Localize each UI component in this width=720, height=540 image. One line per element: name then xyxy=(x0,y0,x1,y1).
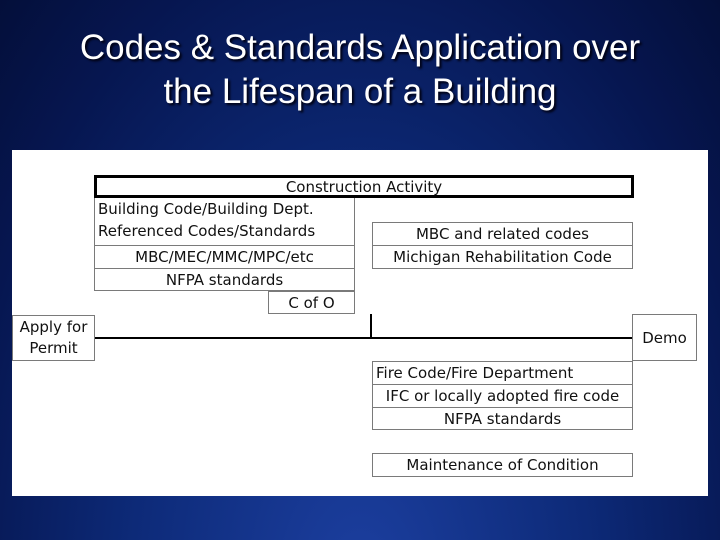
lifespan-diagram xyxy=(12,150,708,496)
maintenance-of-condition-box xyxy=(372,453,633,477)
slide-title-line-2: the Lifespan of a Building xyxy=(163,72,557,111)
apply-for-permit-box xyxy=(12,315,95,361)
building-code-box xyxy=(94,198,355,246)
timeline-line xyxy=(94,337,633,339)
demo-box xyxy=(632,314,697,361)
mbc-related-codes-box xyxy=(372,222,633,246)
slide-title xyxy=(0,26,720,114)
michigan-rehab-code-box xyxy=(372,245,633,269)
slide-title-line-1: Codes & Standards Application over xyxy=(79,28,641,67)
ifc-label: IFC or locally adopted fire code xyxy=(385,387,620,405)
michigan-rehab-code-label: Michigan Rehabilitation Code xyxy=(393,248,612,266)
mbc-mec-mmc-mpc-box xyxy=(94,245,355,269)
mbc-mec-mmc-mpc-label: MBC/MEC/MMC/MPC/etc xyxy=(135,248,314,266)
occupancy-marker-line xyxy=(370,314,372,338)
apply-for-label: Apply for xyxy=(19,318,88,336)
building-nfpa-standards-box xyxy=(94,268,355,291)
construction-activity-box xyxy=(94,175,634,198)
c-of-o-label: C of O xyxy=(288,293,335,312)
referenced-codes-label: Referenced Codes/Standards xyxy=(98,222,316,240)
construction-activity-label: Construction Activity xyxy=(285,177,443,196)
fire-code-label: Fire Code/Fire Department xyxy=(376,364,574,382)
fire-nfpa-standards-box xyxy=(372,407,633,430)
building-code-label: Building Code/Building Dept. xyxy=(98,200,314,218)
mbc-related-codes-label: MBC and related codes xyxy=(415,225,589,243)
ifc-box xyxy=(372,384,633,408)
demo-label: Demo xyxy=(642,328,687,347)
building-nfpa-standards-label: NFPA standards xyxy=(165,270,284,289)
fire-code-box xyxy=(372,361,633,385)
c-of-o-box xyxy=(268,291,355,314)
fire-nfpa-standards-label: NFPA standards xyxy=(443,409,562,428)
permit-label: Permit xyxy=(29,339,78,357)
maintenance-of-condition-label: Maintenance of Condition xyxy=(406,456,599,474)
